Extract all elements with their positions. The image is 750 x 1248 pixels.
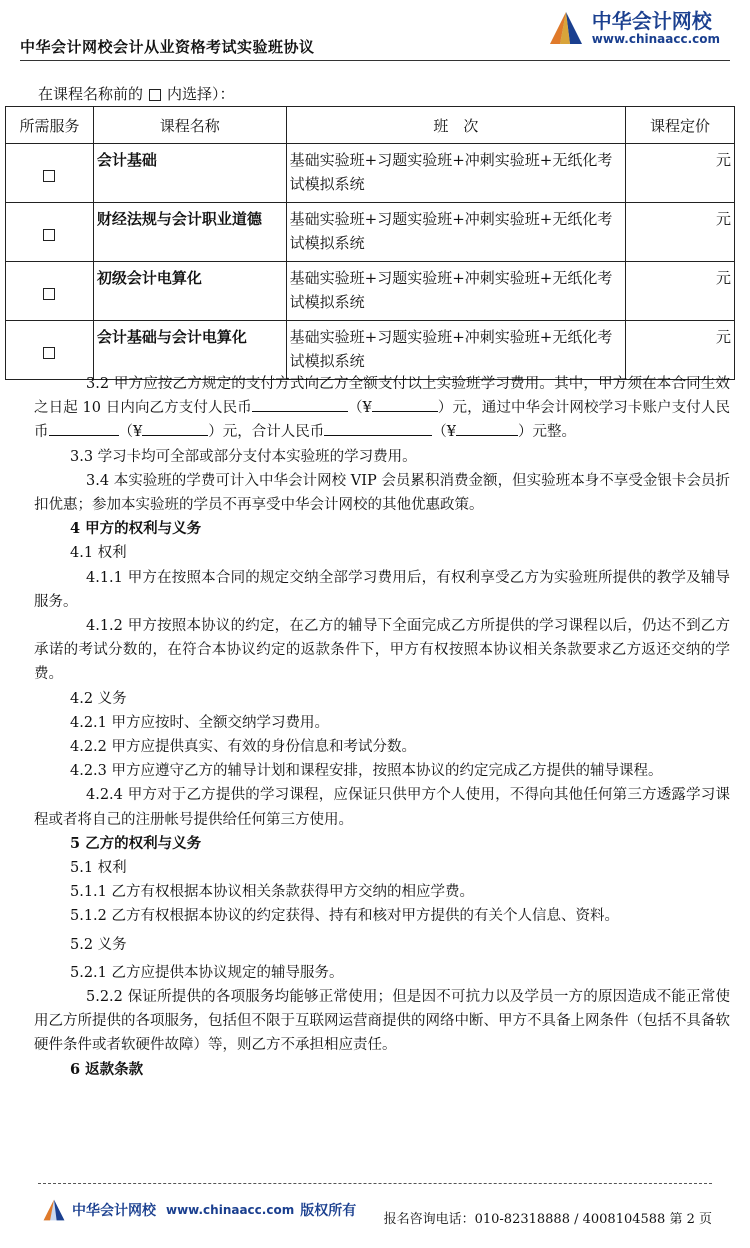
header-price: 课程定价 [626, 107, 735, 144]
clause-text: ）元，通过中华会计网校学习卡账户支付人民币 [34, 400, 730, 441]
course-class: 基础实验班+习题实验班+冲刺实验班+无纸化考试模拟系统 [286, 321, 626, 380]
course-name: 会计基础 [93, 144, 286, 203]
logo-pyramid-icon [546, 8, 586, 48]
amount-blank[interactable] [49, 421, 119, 436]
course-price: 元 [626, 203, 735, 262]
agreement-body [34, 372, 730, 1082]
course-price: 元 [626, 144, 735, 203]
course-class: 基础实验班+习题实验班+冲刺实验班+无纸化考试模拟系统 [286, 262, 626, 321]
course-price: 元 [626, 262, 735, 321]
footer-contact: 报名咨询电话：010-82318888 / 4008104588 第 2 页 [383, 1212, 712, 1227]
course-name: 会计基础与会计电算化 [93, 321, 286, 380]
amount-blank[interactable] [372, 397, 438, 412]
instruction-after: 内选择）： [167, 85, 235, 103]
clause-5-1-1: 5.1.1 乙方有权根据本协议相关条款获得甲方交纳的相应学费。 [70, 884, 475, 901]
service-cell [6, 262, 94, 321]
table-row [6, 203, 735, 262]
course-class: 基础实验班+习题实验班+冲刺实验班+无纸化考试模拟系统 [286, 144, 626, 203]
clause-4-2-1: 4.2.1 甲方应按时、全额交纳学习费用。 [70, 714, 330, 731]
clause-4-1-2: 4.1.2 甲方按照本协议的约定，在乙方的辅导下全面完成乙方所提供的学习课程以后，仍达不到乙方承诺的考试分数的，在符合本协议约定的返款条件下，甲方有权按照本协议相关条款要求乙方返还交纳的学费。 [34, 618, 730, 683]
header-service: 所需服务 [6, 107, 94, 144]
clause-4-2-3: 4.2.3 甲方应遵守乙方的辅导计划和课程安排，按照本协议的约定完成乙方提供的辅导课程。 [70, 763, 663, 780]
clause-5-2-1: 5.2.1 乙方应提供本协议规定的辅导服务。 [70, 964, 344, 981]
logo-name: 中华会计网校 [591, 9, 712, 33]
header-divider [20, 60, 730, 61]
course-class: 基础实验班+习题实验班+冲刺实验班+无纸化考试模拟系统 [286, 203, 626, 262]
clause-3-3: 3.3 学习卡均可全部或部分支付本实验班的学习费用。 [70, 448, 417, 465]
amount-blank[interactable] [252, 397, 348, 412]
service-checkbox[interactable] [43, 288, 55, 300]
table-row [6, 144, 735, 203]
service-checkbox[interactable] [43, 347, 55, 359]
table-header-row [6, 107, 735, 144]
instruction-before: 在课程名称前的 [38, 85, 144, 103]
course-name: 财经法规与会计职业道德 [93, 203, 286, 262]
footer-logo-icon [40, 1197, 68, 1223]
service-cell [6, 203, 94, 262]
clause-text: （¥ [118, 424, 143, 441]
section-4-heading: 4 甲方的权利与义务 [70, 520, 202, 538]
table-row [6, 321, 735, 380]
footer-logo-name: 中华会计网校 [72, 1203, 156, 1219]
clause-5-2: 5.2 义务 [70, 936, 127, 953]
section-6-heading: 6 返款条款 [70, 1060, 144, 1078]
clause-3-2 [34, 372, 730, 445]
page-header [0, 0, 750, 60]
section-5-heading: 5 乙方的权利与义务 [70, 834, 202, 852]
checkbox-sample-icon [149, 89, 161, 101]
amount-blank[interactable] [324, 421, 432, 436]
service-cell [6, 144, 94, 203]
logo-url: www.chinaacc.com [591, 32, 720, 46]
clause-4-1: 4.1 权利 [70, 545, 127, 562]
course-table [5, 106, 735, 380]
clause-text: （¥ [347, 400, 372, 417]
clause-4-1-1: 4.1.1 甲方在按照本合同的规定交纳全部学习费用后，有权利享受乙方为实验班所提供的教学及辅导服务。 [34, 569, 730, 610]
course-price: 元 [626, 321, 735, 380]
document-title: 中华会计网校会计从业资格考试实验班协议 [20, 38, 315, 56]
table-row [6, 262, 735, 321]
clause-4-2-4: 4.2.4 甲方对于乙方提供的学习课程，应保证只供甲方个人使用，不得向其他任何第三方透露学习课程或者将自己的注册帐号提供给任何第三方使用。 [34, 787, 730, 828]
service-checkbox[interactable] [43, 170, 55, 182]
service-checkbox[interactable] [43, 229, 55, 241]
footer-url: www.chinaacc.com [166, 1203, 295, 1217]
amount-blank[interactable] [456, 421, 518, 436]
clause-text: （¥ [432, 424, 456, 441]
service-cell [6, 321, 94, 380]
clause-4-2-2: 4.2.2 甲方应提供真实、有效的身份信息和考试分数。 [70, 739, 417, 756]
footer-rights: 版权所有 [300, 1203, 357, 1219]
course-name: 初级会计电算化 [93, 262, 286, 321]
footer-divider [38, 1183, 712, 1184]
clause-text: ）元整。 [517, 424, 576, 441]
clause-text: ）元，合计人民币 [208, 424, 325, 441]
clause-5-1: 5.1 权利 [70, 860, 127, 877]
amount-blank[interactable] [142, 421, 208, 436]
clause-4-2: 4.2 义务 [70, 690, 127, 707]
selection-instruction [38, 83, 235, 104]
clause-text: 3.2 甲方应按乙方规定的支付方式向乙方全额支付以上实验班学习费用。其中，甲方须在本合同生效之日起 10 日内向乙方支付人民币 [34, 376, 730, 417]
clause-5-1-2: 5.1.2 乙方有权根据本协议的约定获得、持有和核对甲方提供的有关个人信息、资料。 [70, 908, 620, 925]
clause-3-4: 3.4 本实验班的学费可计入中华会计网校 VIP 会员累积消费金额，但实验班本身不享受金银卡会员折扣优惠；参加本实验班的学员不再享受中华会计网校的其他优惠政策。 [34, 472, 730, 514]
footer-brand [40, 1197, 356, 1223]
brand-logo [546, 8, 720, 48]
header-class: 班 次 [286, 107, 626, 144]
clause-5-2-2: 5.2.2 保证所提供的各项服务均能够正常使用；但是因不可抗力以及学员一方的原因造成不能正常使用乙方所提供的各项服务，包括但不限于互联网运营商提供的网络中断、甲方不具备上网条件（包括不具备软硬件条件或者软硬件故障）等，则乙方不承担相应责任。 [34, 989, 730, 1054]
header-course-name: 课程名称 [93, 107, 286, 144]
